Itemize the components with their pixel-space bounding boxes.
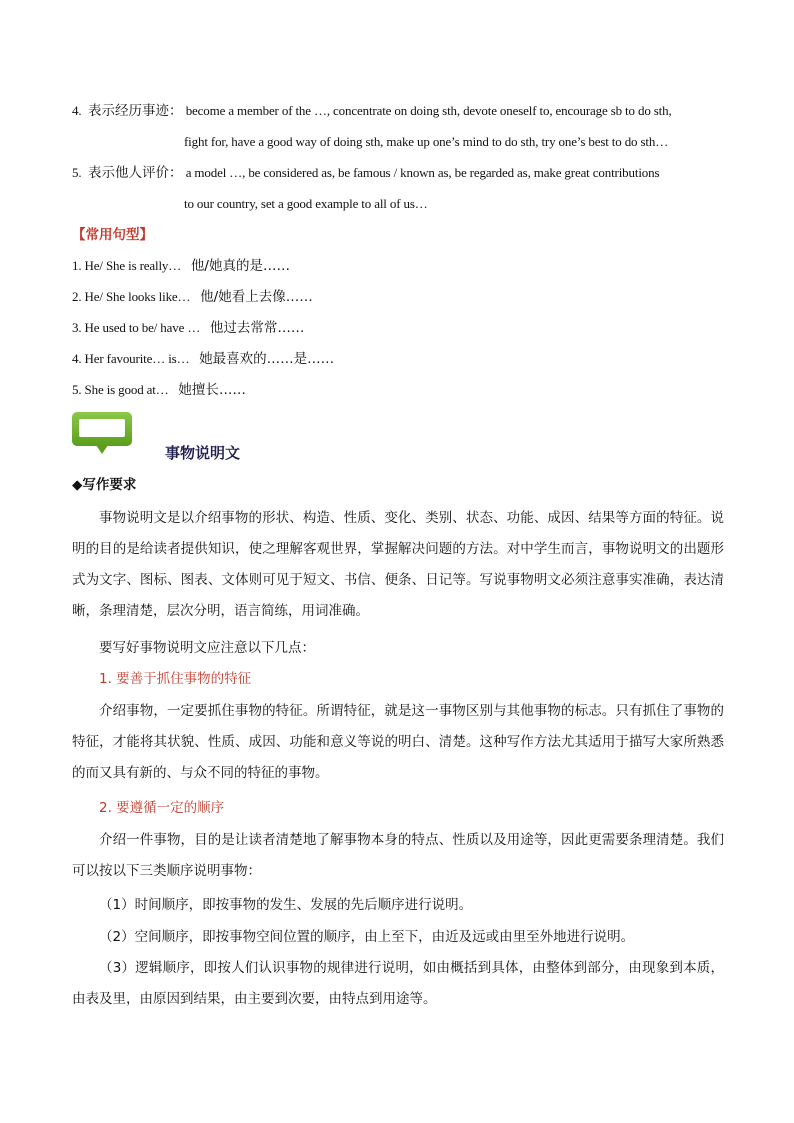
item-4-line-1 [72, 102, 672, 120]
item-5-line-2: to our country, set a good example to all of us… [184, 196, 428, 211]
pattern-5 [72, 381, 246, 399]
pattern-2-cn: 他/她看上去像…… [200, 289, 313, 305]
item-4-label: 表示经历事迹： [87, 103, 183, 119]
points-intro: 要写好事物说明文应注意以下几点： [99, 640, 315, 656]
pattern-2 [72, 288, 313, 306]
pattern-1-cn: 他/她真的是…… [190, 258, 290, 274]
speech-bubble-icon [72, 412, 132, 452]
pattern-1 [72, 257, 290, 275]
point-2-body: 介绍一件事物，目的是让读者清楚地了解事物本身的特点、性质以及用途等，因此更需要条理清楚。我们可以按以下三类顺序说明事物： [72, 832, 724, 879]
order-2: （2）空间顺序，即按事物空间位置的顺序，由上至下，由近及远或由里至外地进行说明。 [99, 929, 635, 945]
section-title: 事物说明文 [165, 444, 241, 462]
pattern-3-en: 3. He used to be/ have … [72, 320, 201, 335]
order-3: （3）逻辑顺序，即按人们认识事物的规律进行说明，如由概括到具体，由整体到部分，由现象到本质，由表及里，由原因到结果，由主要到次要，由特点到用途等。 [72, 960, 724, 1007]
pattern-3-cn: 他过去常常…… [209, 320, 305, 336]
item-4-text-1: become a member of the …, concentrate on doing sth, devote oneself to, encourage sb to do sth, [185, 103, 672, 118]
point-2-title: 2. 要遵循一定的顺序 [99, 800, 225, 816]
pattern-4-en: 4. Her favourite… is… [72, 351, 190, 366]
pattern-4-cn: 她最喜欢的……是…… [199, 351, 335, 367]
pattern-2-en: 2. He/ She looks like… [72, 289, 191, 304]
item-5-text-1: a model …, be considered as, be famous / known as, be regarded as, make great contributions [185, 165, 660, 180]
speech-bubble-icon-svg [72, 412, 132, 456]
pattern-1-en: 1. He/ She is really… [72, 258, 182, 273]
pattern-5-cn: 她擅长…… [178, 382, 246, 398]
pattern-3 [72, 319, 304, 337]
requirements-heading: ◆写作要求 [72, 477, 137, 493]
patterns-heading: 【常用句型】 [72, 227, 153, 243]
pattern-4 [72, 350, 334, 368]
order-1: （1）时间顺序，即按事物的发生、发展的先后顺序进行说明。 [99, 897, 473, 913]
point-1-title: 1. 要善于抓住事物的特征 [99, 671, 252, 687]
intro-paragraph: 事物说明文是以介绍事物的形状、构造、性质、变化、类别、状态、功能、成因、结果等方面的特征。说明的目的是给读者提供知识，使之理解客观世界，掌握解决问题的方法。对中学生而言，事物说明文的出题形式为文字、图标、图表、文体则可见于短文、书信、便条、日记等。写说事物明文必须注意事实准确，表达清晰，条理清楚，层次分明，语言简练，用词准确。 [72, 510, 724, 619]
item-5-number: 5. [72, 165, 82, 180]
point-1-body: 介绍事物，一定要抓住事物的特征。所谓特征，就是这一事物区别与其他事物的标志。只有抓住了事物的特征，才能将其状貌、性质、成因、功能和意义等说的明白、清楚。这种写作方法尤其适用于描写大家所熟悉的而又具有新的、与众不同的特征的事物。 [72, 703, 724, 781]
pattern-5-en: 5. She is good at… [72, 382, 169, 397]
item-5-label: 表示他人评价： [87, 165, 183, 181]
item-4-number: 4. [72, 103, 82, 118]
item-4-line-2: fight for, have a good way of doing sth, make up one’s mind to do sth, try one’s best to do sth… [184, 134, 669, 149]
item-5-line-1 [72, 164, 659, 182]
